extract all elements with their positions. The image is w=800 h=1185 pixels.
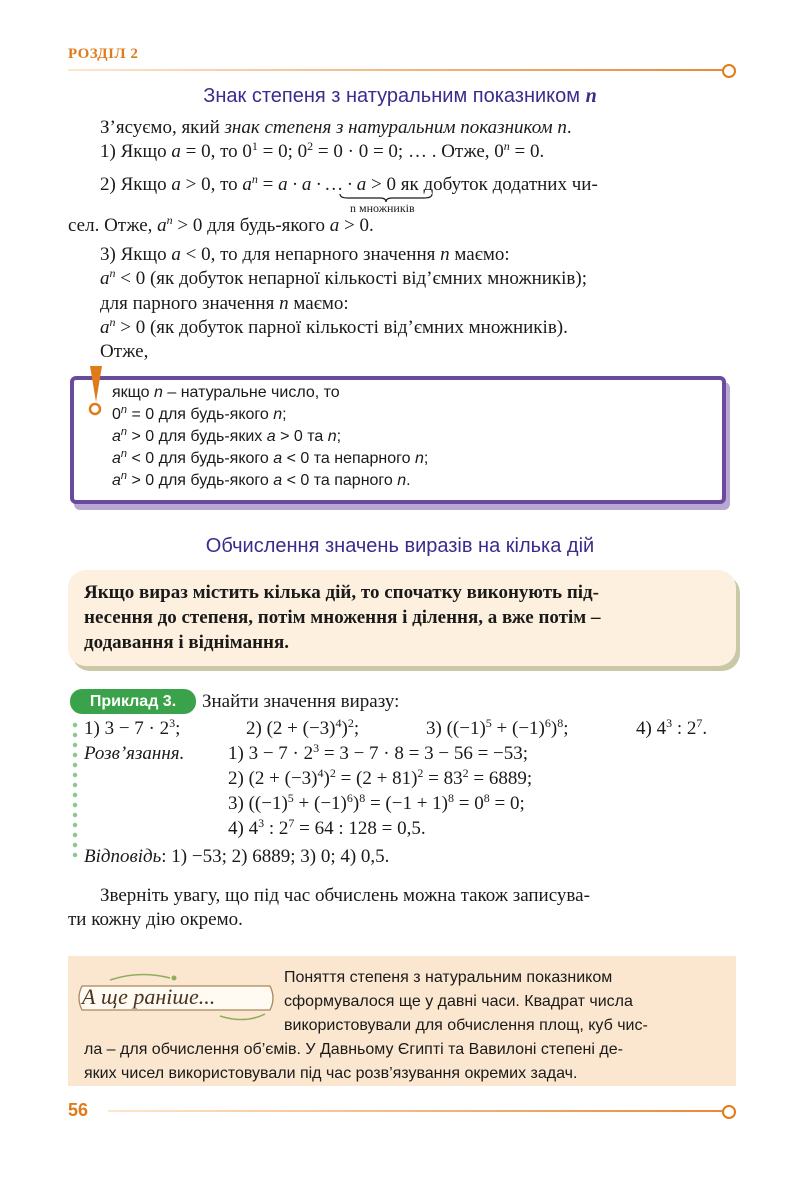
task-item-4: 4) $4^3$ : $2^7$. bbox=[636, 716, 708, 739]
order-rule-text: Якщо вираз містить кілька дій, то спочатку виконують під- несення до степеня, потім множення і ділення, а вже потім – додавання і віднімання. bbox=[84, 582, 601, 653]
rule-line-1: якщо n – натуральне число, то bbox=[112, 384, 340, 401]
history-line-2: сформувалося ще у давні часи. Квадрат числа bbox=[284, 993, 633, 1010]
solution-step-4: 4) $4^3$ : $2^7 = 64$ : 128 = 0,5. bbox=[228, 816, 426, 839]
history-line-5: яких чисел використовували під час розв’язування окремих задач. bbox=[84, 1065, 578, 1082]
case-positive-line: 2) Якщо a > 0, то $a^n = a \cdot a$ · … · a > 0 як добуток додатних чи- bbox=[100, 172, 598, 195]
rule-line-2: $0^n = 0$ для будь-якого n; bbox=[112, 404, 287, 423]
section-heading-sign: Знак степеня з натуральним показником n bbox=[203, 85, 597, 107]
product-expression: a · a · … · a bbox=[278, 174, 367, 195]
case-zero-line: 1) Якщо a = 0, то $0^1 = 0$; $0^2 = 0 \cdot 0 = 0$; … . Отже, $0^n = 0$. bbox=[100, 139, 545, 162]
history-line-4: ла – для обчислення об’ємів. У Давньому Єгипті та Вавилоні степені де- bbox=[84, 1041, 623, 1058]
history-banner-label: А ще раніше... bbox=[82, 984, 216, 1009]
note-line-1: Зверніть увагу, що під час обчислень можна також записува- bbox=[100, 885, 590, 906]
rule-line-3: $a^n > 0$ для будь-яких a > 0 та n; bbox=[112, 426, 342, 445]
task-item-1: 1) $3 - 7 \cdot 2^3$; bbox=[84, 716, 181, 739]
conclusion-positive-line: сел. Отже, $a^n > 0$ для будь-якого a > 0. bbox=[68, 213, 374, 236]
rule-line-5: $a^n > 0$ для будь-якого a < 0 та парного n. bbox=[112, 470, 411, 489]
header-rule bbox=[68, 69, 722, 71]
solution-label: Розв’язання. bbox=[84, 743, 185, 764]
solution-step-2: 2) $(2 + (-3)^4)^2 = (2 + 81)^2 = 83^2 = 6889$; bbox=[228, 766, 533, 789]
footer-rule-dot bbox=[722, 1105, 736, 1119]
even-case-line: $a^n > 0$ (як добуток парної кількості від’ємних множників). bbox=[100, 315, 568, 338]
sign-rule-lines bbox=[112, 382, 428, 492]
history-line-1: Поняття степеня з натуральним показником bbox=[284, 969, 613, 986]
example-task: Знайти значення виразу: bbox=[202, 691, 400, 712]
rule-line-4: $a^n < 0$ для будь-якого a < 0 та непарного n; bbox=[112, 448, 429, 467]
example-badge: Приклад 3. bbox=[70, 689, 196, 714]
case-negative-line: 3) Якщо a < 0, то для непарного значення n маємо: bbox=[100, 244, 510, 265]
history-line-3: використовували для обчислення площ, куб чис- bbox=[284, 1017, 648, 1034]
even-case-intro-line: для парного значення n маємо: bbox=[100, 293, 349, 314]
example-dotted-margin bbox=[72, 720, 78, 860]
intro-line: З’ясуємо, який знак степеня з натуральним показником n. bbox=[100, 117, 572, 138]
task-item-3: 3) $((-1)^5 + (-1)^6)^8$; bbox=[426, 716, 569, 739]
answer-line: Відповідь: 1) −53; 2) 6889; 3) 0; 4) 0,5. bbox=[84, 846, 390, 867]
exclamation-icon bbox=[82, 364, 108, 416]
note-line-2: ти кожну дію окремо. bbox=[68, 909, 243, 930]
therefore-line: Отже, bbox=[100, 341, 149, 362]
solution-step-1: 1) $3 - 7 \cdot 2^3 = 3 - 7 \cdot 8 = 3 - 56 = -53$; bbox=[228, 741, 529, 764]
footer-rule bbox=[108, 1110, 722, 1112]
page-number: 56 bbox=[68, 1100, 89, 1120]
task-item-2: 2) $(2 + (-3)^4)^2$; bbox=[246, 716, 360, 739]
odd-case-line: $a^n < 0$ (як добуток непарної кількості від’ємних множників); bbox=[100, 266, 587, 289]
solution-step-3: 3) $((-1)^5 + (-1)^6)^8 = (-1 + 1)^8 = 0^8 = 0$; bbox=[228, 791, 525, 814]
section-heading-order: Обчислення значень виразів на кілька дій bbox=[205, 535, 595, 557]
section-label: РОЗДІЛ 2 bbox=[68, 46, 139, 62]
brace-label: n множників bbox=[350, 201, 415, 215]
header-rule-dot bbox=[722, 64, 736, 78]
